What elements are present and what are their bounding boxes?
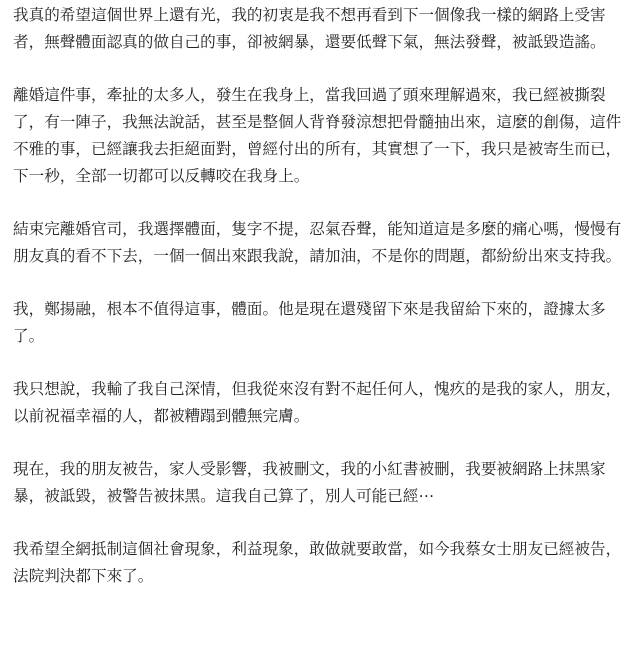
paragraph: 現在，我的朋友被告，家人受影響，我被刪文，我的小紅書被刪，我要被網路上抹黑家暴，被詆毀，被警告被抹黑。這我自己算了，別人可能已經⋯ bbox=[13, 460, 606, 505]
paragraph: 我真的希望這個世界上還有光，我的初衷是我不想再看到下一個像我一樣的網路上受害者，無聲體面認真的做自己的事，卻被網暴，還要低聲下氣，無法發聲，被詆毀造謠。 bbox=[13, 6, 606, 51]
paragraph: 離婚這件事，牽扯的太多人，發生在我身上，當我回過了頭來理解過來，我已經被撕裂了，有一陣子，我無法說話，甚至是整個人背脊發涼想把骨髓抽出來，這麼的創傷，這件不雅的事，已經讓我去拒絕面對，曾經付出的所有，其實想了一下，我只是被寄生而已，下一秒，全部一切都可以反轉咬在我身上。 bbox=[13, 86, 622, 185]
paragraph: 我，鄭揚融，根本不值得這事，體面。他是現在還殘留下來是我留給下來的，證據太多了。 bbox=[13, 300, 606, 345]
paragraph: 結束完離婚官司，我選擇體面，隻字不提，忍氣吞聲，能知道這是多麼的痛心嗎，慢慢有朋友真的看不下去，一個一個出來跟我說，請加油，不是你的問題，都紛紛出來支持我。 bbox=[13, 220, 622, 265]
paragraph: 我希望全網抵制這個社會現象，利益現象，敢做就要敢當，如今我蔡女士朋友已經被告，法院判決都下來了。 bbox=[13, 540, 622, 585]
article-body bbox=[13, 2, 625, 590]
paragraph: 我只想說，我輸了我自己深情，但我從來沒有對不起任何人，愧疚的是我的家人，朋友，以前祝福幸福的人，都被糟蹋到體無完膚。 bbox=[13, 380, 622, 425]
